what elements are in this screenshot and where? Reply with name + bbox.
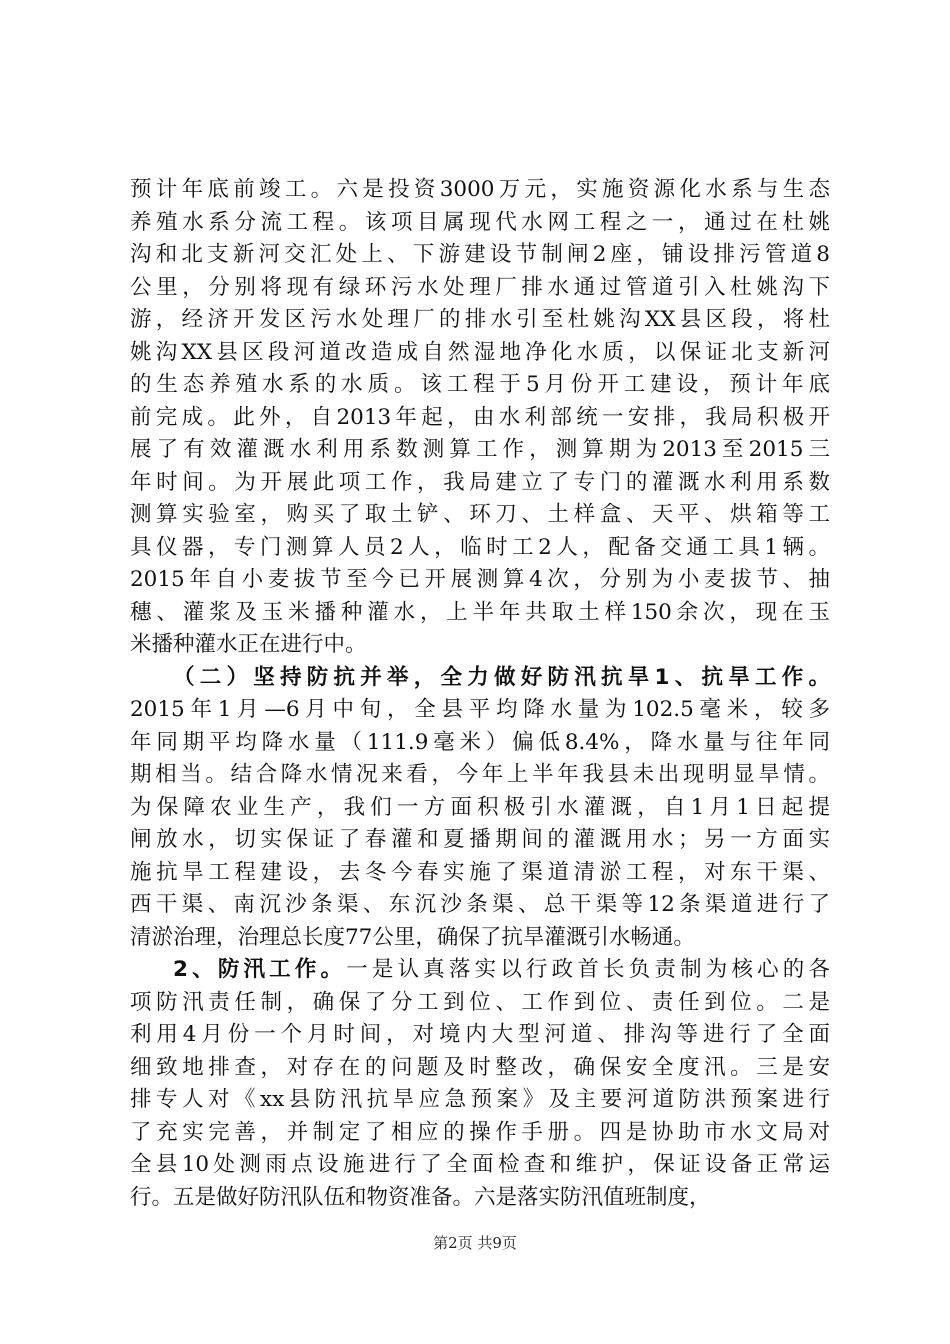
text-line: 测算实验室，购买了取土铲、环刀、土样盒、天平、烘箱等工 xyxy=(130,502,830,527)
page-footer: 第2页 共9页 xyxy=(433,1234,517,1252)
text-line: 展了有效灌溉水利用系数测算工作，测算期为2013至2015三 xyxy=(130,437,830,462)
text-line: 沟和北支新河交汇处上、下游建设节制闸2座，铺设排污管道8 xyxy=(130,242,830,267)
subsection-line xyxy=(130,954,830,987)
text-line: 细致地排查，对存在的问题及时整改，确保安全度汛。三是安 xyxy=(130,1054,830,1080)
text-line: 闸放水，切实保证了春灌和夏播期间的灌溉用水；另一方面实 xyxy=(130,827,830,852)
text-line: 米播种灌水正在进行中。 xyxy=(130,632,367,657)
subsection-heading: 2、防汛工作。 xyxy=(173,957,347,982)
text-line: 姚沟XX县区段河道改造成自然湿地净化水质，以保证北支新河 xyxy=(130,339,830,365)
section-heading: （二）坚持防抗并举，全力做好防汛抗旱1、抗旱工作。 xyxy=(173,664,830,690)
text-line: 游，经济开发区污水处理厂的排水引至杜姚沟XX县区段，将杜 xyxy=(130,307,830,332)
text-line: 公里，分别将现有绿环污水处理厂排水通过管道引入杜姚沟下 xyxy=(130,274,830,300)
text-line: 期相当。结合降水情况来看，今年上半年我县未出现明显旱情。 xyxy=(130,762,830,787)
document-body xyxy=(130,174,830,1214)
text-line: 2015年自小麦拔节至今已开展测算4次，分别为小麦拔节、抽 xyxy=(130,567,830,592)
text-line: 项防汛责任制，确保了分工到位、工作到位、责任到位。二是 xyxy=(130,989,830,1015)
text-line: 穗、灌浆及玉米播种灌水，上半年共取土样150余次，现在玉 xyxy=(130,599,830,625)
text-line: 为保障农业生产，我们一方面积极引水灌溉，自1月1日起提 xyxy=(130,794,830,820)
text-line: 年同期平均降水量（111.9毫米）偏低8.4%，降水量与往年同 xyxy=(130,729,830,755)
text-line: 年时间。为开展此项工作，我局建立了专门的灌溉水利用系数 xyxy=(130,469,830,495)
text-line: 施抗旱工程建设，去冬今春实施了渠道清淤工程，对东干渠、 xyxy=(130,859,830,885)
text-line: 行。五是做好防汛队伍和物资准备。六是落实防汛值班制度， xyxy=(130,1184,711,1210)
text-line: 的生态养殖水系的水质。该工程于5月份开工建设，预计年底 xyxy=(130,372,830,397)
text-line: 利用4月份一个月时间，对境内大型河道、排沟等进行了全面 xyxy=(130,1022,830,1047)
text-line: 排专人对《xx县防汛抗旱应急预案》及主要河道防洪预案进行 xyxy=(130,1087,830,1112)
text-line: 养殖水系分流工程。该项目属现代水网工程之一，通过在杜姚 xyxy=(130,209,830,235)
text-line: 预计年底前竣工。六是投资3000万元，实施资源化水系与生态 xyxy=(130,177,830,202)
text-line: 清淤治理，治理总长度77公里，确保了抗旱灌溉引水畅通。 xyxy=(130,924,695,950)
text-line: 西干渠、南沉沙条渠、东沉沙条渠、总干渠等12条渠道进行了 xyxy=(130,892,830,917)
text-line: 前完成。此外，自2013年起，由水利部统一安排，我局积极开 xyxy=(130,404,830,430)
text-line: 具仪器，专门测算人员2人，临时工2人，配备交通工具1辆。 xyxy=(130,534,830,560)
subsection-text: 一是认真落实以行政首长负责制为核心的各 xyxy=(346,957,830,982)
text-line: 全县10处测雨点设施进行了全面检查和维护，保证设备正常运 xyxy=(130,1152,830,1177)
text-line: 了充实完善，并制定了相应的操作手册。四是协助市水文局对 xyxy=(130,1119,830,1145)
text-line: 2015年1月—6月中旬，全县平均降水量为102.5毫米，较多 xyxy=(130,697,830,722)
